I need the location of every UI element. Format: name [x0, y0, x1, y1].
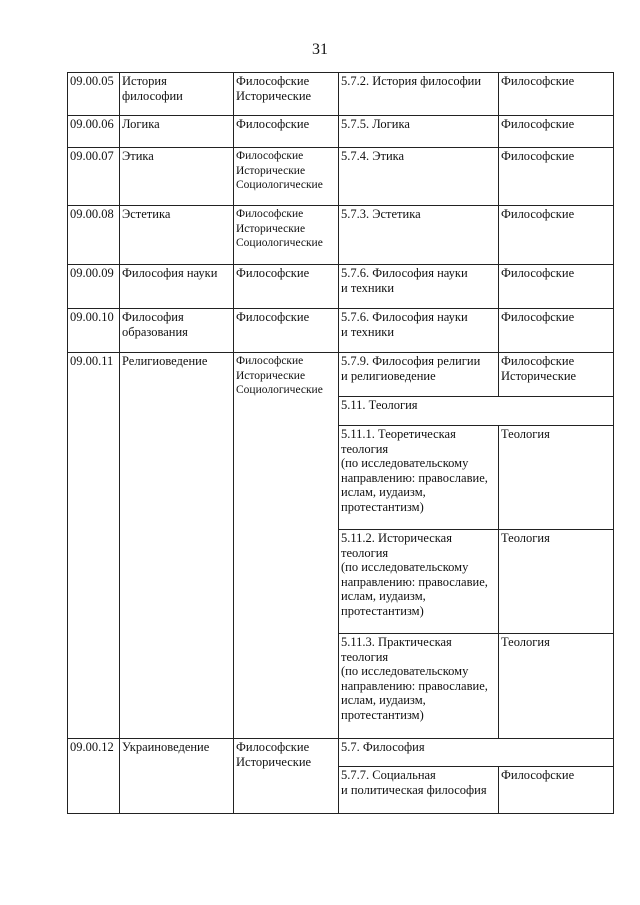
new-sciences: Философские Исторические — [499, 353, 614, 397]
table-row — [68, 206, 614, 265]
new-specialty: 5.7.5. Логика — [339, 116, 499, 148]
old-sciences: Философские Исторические Социологические — [234, 353, 339, 739]
new-specialty: 5.7.2. История философии — [339, 73, 499, 116]
old-sciences: Философские Исторические Социологические — [234, 148, 339, 206]
new-sciences: Философские — [499, 73, 614, 116]
old-name: Философия образования — [120, 309, 234, 353]
old-name: Философия науки — [120, 265, 234, 309]
old-code: 09.00.06 — [68, 116, 120, 148]
table-row — [68, 116, 614, 148]
new-specialty: 5.11.2. Историческая теология (по исследовательскому направлению: православие, ислам, иудаизм, протестантизм) — [339, 530, 499, 634]
new-sciences: Философские — [499, 148, 614, 206]
new-sciences: Теология — [499, 530, 614, 634]
old-name: Украиноведение — [120, 739, 234, 814]
new-specialty: 5.7.7. Социальная и политическая философия — [339, 767, 499, 814]
new-specialty: 5.7.6. Философия науки и техники — [339, 265, 499, 309]
new-specialty: 5.7.6. Философия науки и техники — [339, 309, 499, 353]
new-sciences: Философские — [499, 206, 614, 265]
new-specialty: 5.7.9. Философия религии и религиоведение — [339, 353, 499, 397]
new-sciences: Философские — [499, 767, 614, 814]
old-name: Эстетика — [120, 206, 234, 265]
new-sciences: Философские — [499, 309, 614, 353]
new-specialty: 5.7.4. Этика — [339, 148, 499, 206]
old-code: 09.00.12 — [68, 739, 120, 814]
old-sciences: Философские — [234, 309, 339, 353]
old-code: 09.00.05 — [68, 73, 120, 116]
old-sciences: Философские Исторические — [234, 73, 339, 116]
old-code: 09.00.11 — [68, 353, 120, 739]
new-sciences: Философские — [499, 265, 614, 309]
old-code: 09.00.09 — [68, 265, 120, 309]
group-heading: 5.11. Теология — [339, 397, 614, 426]
new-specialty: 5.7.3. Эстетика — [339, 206, 499, 265]
old-sciences: Философские — [234, 265, 339, 309]
old-name: Логика — [120, 116, 234, 148]
specialties-table — [67, 72, 614, 814]
table-row — [68, 353, 614, 397]
table-row — [68, 148, 614, 206]
old-name: Религиоведение — [120, 353, 234, 739]
table-row — [68, 739, 614, 767]
group-heading: 5.7. Философия — [339, 739, 614, 767]
new-sciences: Теология — [499, 426, 614, 530]
old-sciences: Философские Исторические — [234, 739, 339, 814]
table-row — [68, 309, 614, 353]
page-number: 31 — [312, 41, 328, 58]
old-name: Этика — [120, 148, 234, 206]
new-sciences: Теология — [499, 634, 614, 739]
old-name: История философии — [120, 73, 234, 116]
old-sciences: Философские Исторические Социологические — [234, 206, 339, 265]
new-specialty: 5.11.3. Практическая теология (по исследовательскому направлению: православие, ислам, иудаизм, протестантизм) — [339, 634, 499, 739]
new-sciences: Философские — [499, 116, 614, 148]
old-code: 09.00.08 — [68, 206, 120, 265]
table-row — [68, 265, 614, 309]
old-code: 09.00.10 — [68, 309, 120, 353]
old-sciences: Философские — [234, 116, 339, 148]
old-code: 09.00.07 — [68, 148, 120, 206]
table-row — [68, 73, 614, 116]
new-specialty: 5.11.1. Теоретическая теология (по исследовательскому направлению: православие, ислам, иудаизм, протестантизм) — [339, 426, 499, 530]
